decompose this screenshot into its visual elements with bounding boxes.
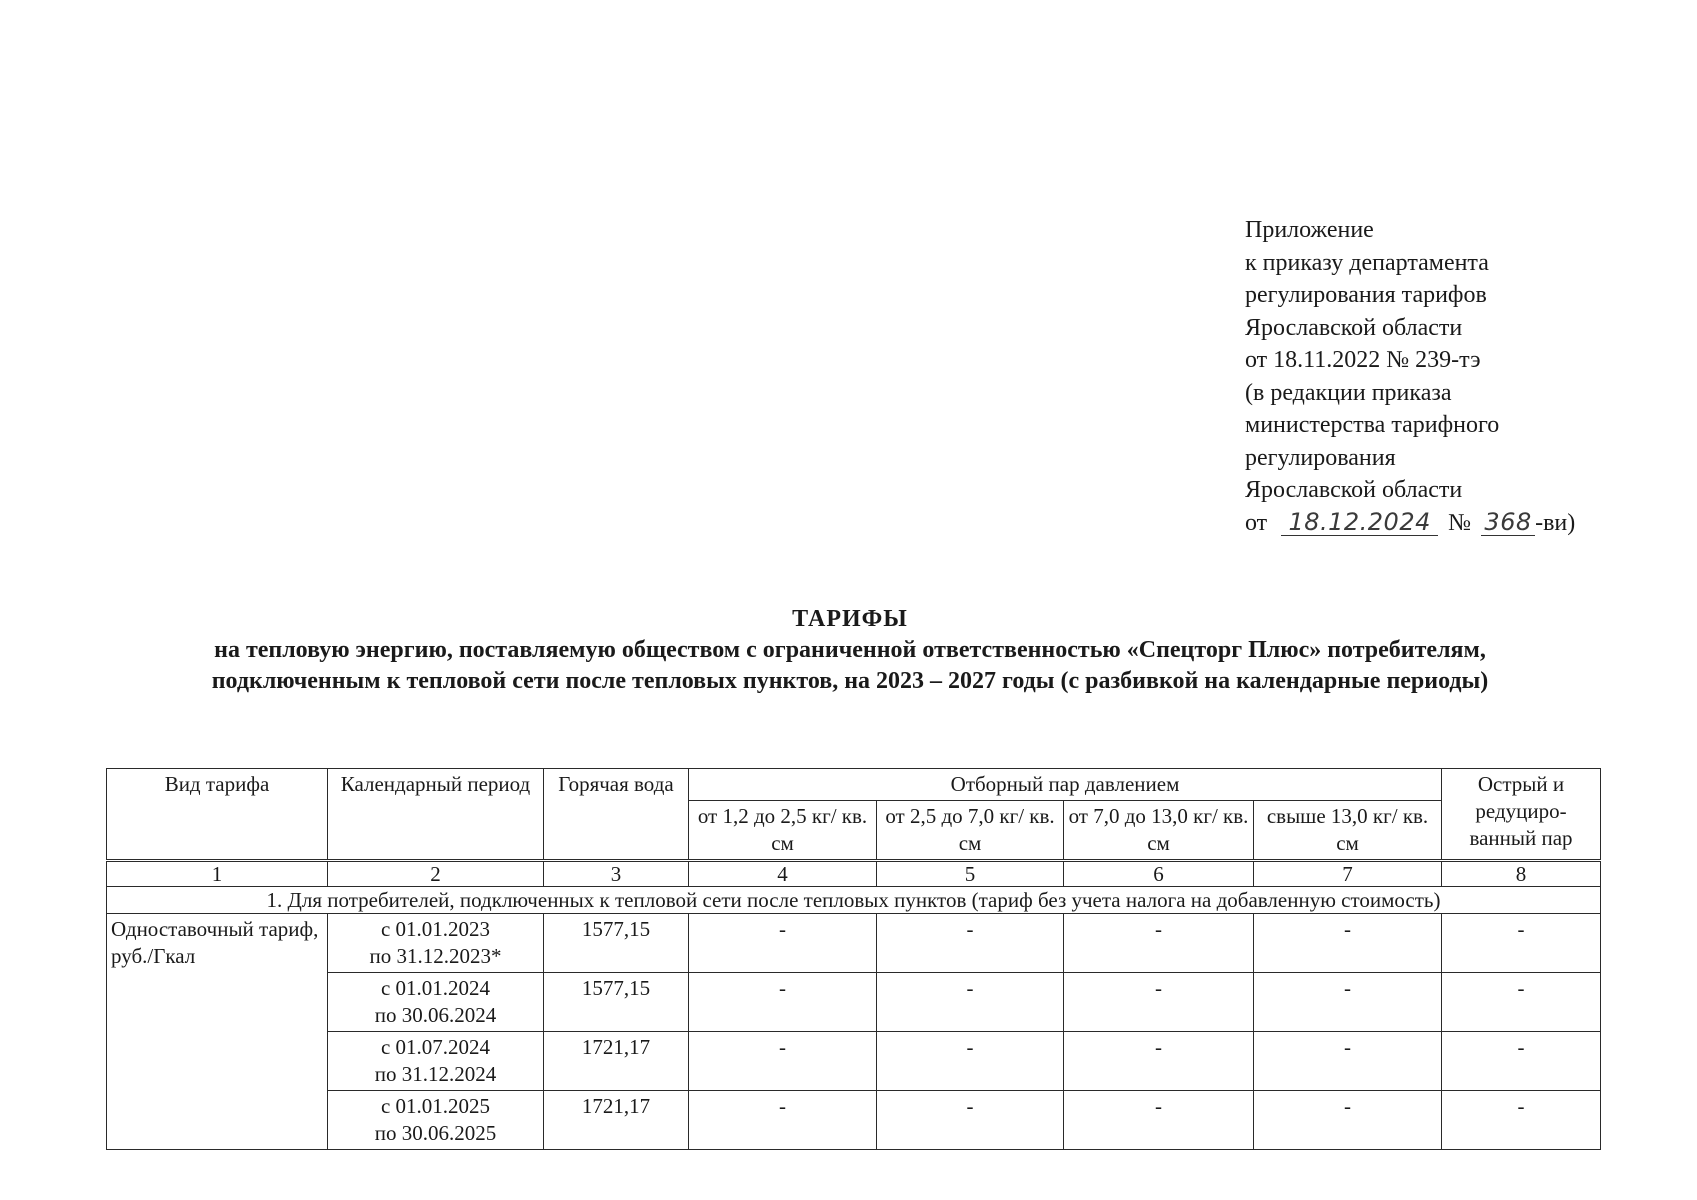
table-row [107, 1091, 1601, 1150]
header-steam-3: от 7,0 до 13,0 кг/ кв. см [1064, 801, 1254, 861]
hot-water-value: 1721,17 [544, 1091, 689, 1150]
period-cell [328, 973, 544, 1032]
table-row [107, 914, 1601, 973]
cell-value: - [877, 1032, 1064, 1091]
header-steam-group: Отборный пар давлением [689, 769, 1442, 801]
header-steam-4: свыше 13,0 кг/ кв. см [1254, 801, 1442, 861]
column-number: 3 [544, 861, 689, 887]
cell-value: - [689, 914, 877, 973]
cell-value: - [877, 914, 1064, 973]
table-header-row [107, 769, 1601, 801]
cell-value: - [689, 973, 877, 1032]
appendix-line: Приложение [1245, 217, 1374, 243]
column-number: 6 [1064, 861, 1254, 887]
document-title: ТАРИФЫ [792, 606, 908, 632]
tariffs-table [106, 768, 1601, 1150]
appendix-line: Ярославской области [1245, 314, 1463, 341]
hot-water-value: 1577,15 [544, 973, 689, 1032]
column-number: 8 [1442, 861, 1601, 887]
column-number: 2 [328, 861, 544, 887]
appendix-line: от 18.11.2022 № 239-тэ [1245, 347, 1481, 373]
document-title-block [100, 604, 1600, 697]
section-row [107, 887, 1601, 914]
period-to: по 31.12.2024 [374, 1062, 497, 1086]
cell-value: - [1442, 914, 1601, 973]
cell-value: - [1254, 973, 1442, 1032]
cell-value: - [1442, 973, 1601, 1032]
cell-value: - [1064, 1091, 1254, 1150]
cell-value: - [1064, 914, 1254, 973]
appendix-line: (в редакции приказа [1245, 379, 1452, 406]
column-numbers-row [107, 861, 1601, 887]
cell-value: - [1064, 1032, 1254, 1091]
appendix-line: регулирования тарифов [1245, 282, 1487, 308]
cell-value: - [689, 1091, 877, 1150]
cell-value: - [1254, 914, 1442, 973]
number-sign: № [1448, 509, 1472, 536]
header-kind: Вид тарифа [107, 769, 328, 861]
cell-value: - [877, 973, 1064, 1032]
period-from: с 01.07.2024 [380, 1035, 491, 1059]
cell-value: - [1442, 1032, 1601, 1091]
section-title: 1. Для потребителей, подключенных к тепловой сети после тепловых пунктов (тариф без учета налога на добавленную стоимость) [107, 887, 1601, 914]
appendix-date-prefix: от [1245, 509, 1268, 536]
period-to: по 30.06.2024 [374, 1003, 497, 1027]
header-steam-2: от 2,5 до 7,0 кг/ кв. см [877, 801, 1064, 861]
period-from: с 01.01.2025 [380, 1094, 491, 1118]
document-subtitle: на тепловую энергию, поставляемую обществом с ограниченной ответственностью «Спецторг Плюс» потребителям, подключенным к тепловой сети после тепловых пунктов, на 2023 – 2027 годы (с разбивкой на календарные периоды) [211, 637, 1489, 694]
column-number: 5 [877, 861, 1064, 887]
handwritten-date: 18.12.2024 [1281, 509, 1438, 536]
column-number: 4 [689, 861, 877, 887]
appendix-suffix: -ви) [1535, 509, 1576, 536]
period-cell [328, 1091, 544, 1150]
appendix-line: министерства тарифного [1245, 412, 1500, 438]
column-number: 7 [1254, 861, 1442, 887]
period-to: по 31.12.2023* [369, 944, 502, 968]
cell-value: - [877, 1091, 1064, 1150]
handwritten-number: 368 [1481, 509, 1535, 536]
hot-water-value: 1721,17 [544, 1032, 689, 1091]
appendix-line: регулирования [1245, 444, 1396, 471]
appendix-header [1245, 214, 1575, 539]
period-from: с 01.01.2024 [380, 976, 491, 1000]
table-row [107, 973, 1601, 1032]
cell-value: - [1064, 973, 1254, 1032]
hot-water-value: 1577,15 [544, 914, 689, 973]
cell-value: - [689, 1032, 877, 1091]
appendix-line: к приказу департамента [1245, 249, 1489, 276]
header-period: Календарный период [328, 769, 544, 861]
column-number: 1 [107, 861, 328, 887]
header-hot-water: Горячая вода [544, 769, 689, 861]
appendix-line: Ярославской области [1245, 477, 1463, 503]
header-sharp-steam: Острый и редуциро-ванный пар [1442, 769, 1601, 861]
tariff-kind: Одноставочный тариф, руб./Гкал [107, 914, 328, 1150]
period-from: с 01.01.2023 [380, 917, 491, 941]
appendix-signature-line [1245, 507, 1575, 540]
cell-value: - [1254, 1091, 1442, 1150]
header-steam-1: от 1,2 до 2,5 кг/ кв. см [689, 801, 877, 861]
period-cell [328, 914, 544, 973]
period-cell [328, 1032, 544, 1091]
cell-value: - [1254, 1032, 1442, 1091]
table-row [107, 1032, 1601, 1091]
cell-value: - [1442, 1091, 1601, 1150]
period-to: по 30.06.2025 [374, 1121, 497, 1145]
